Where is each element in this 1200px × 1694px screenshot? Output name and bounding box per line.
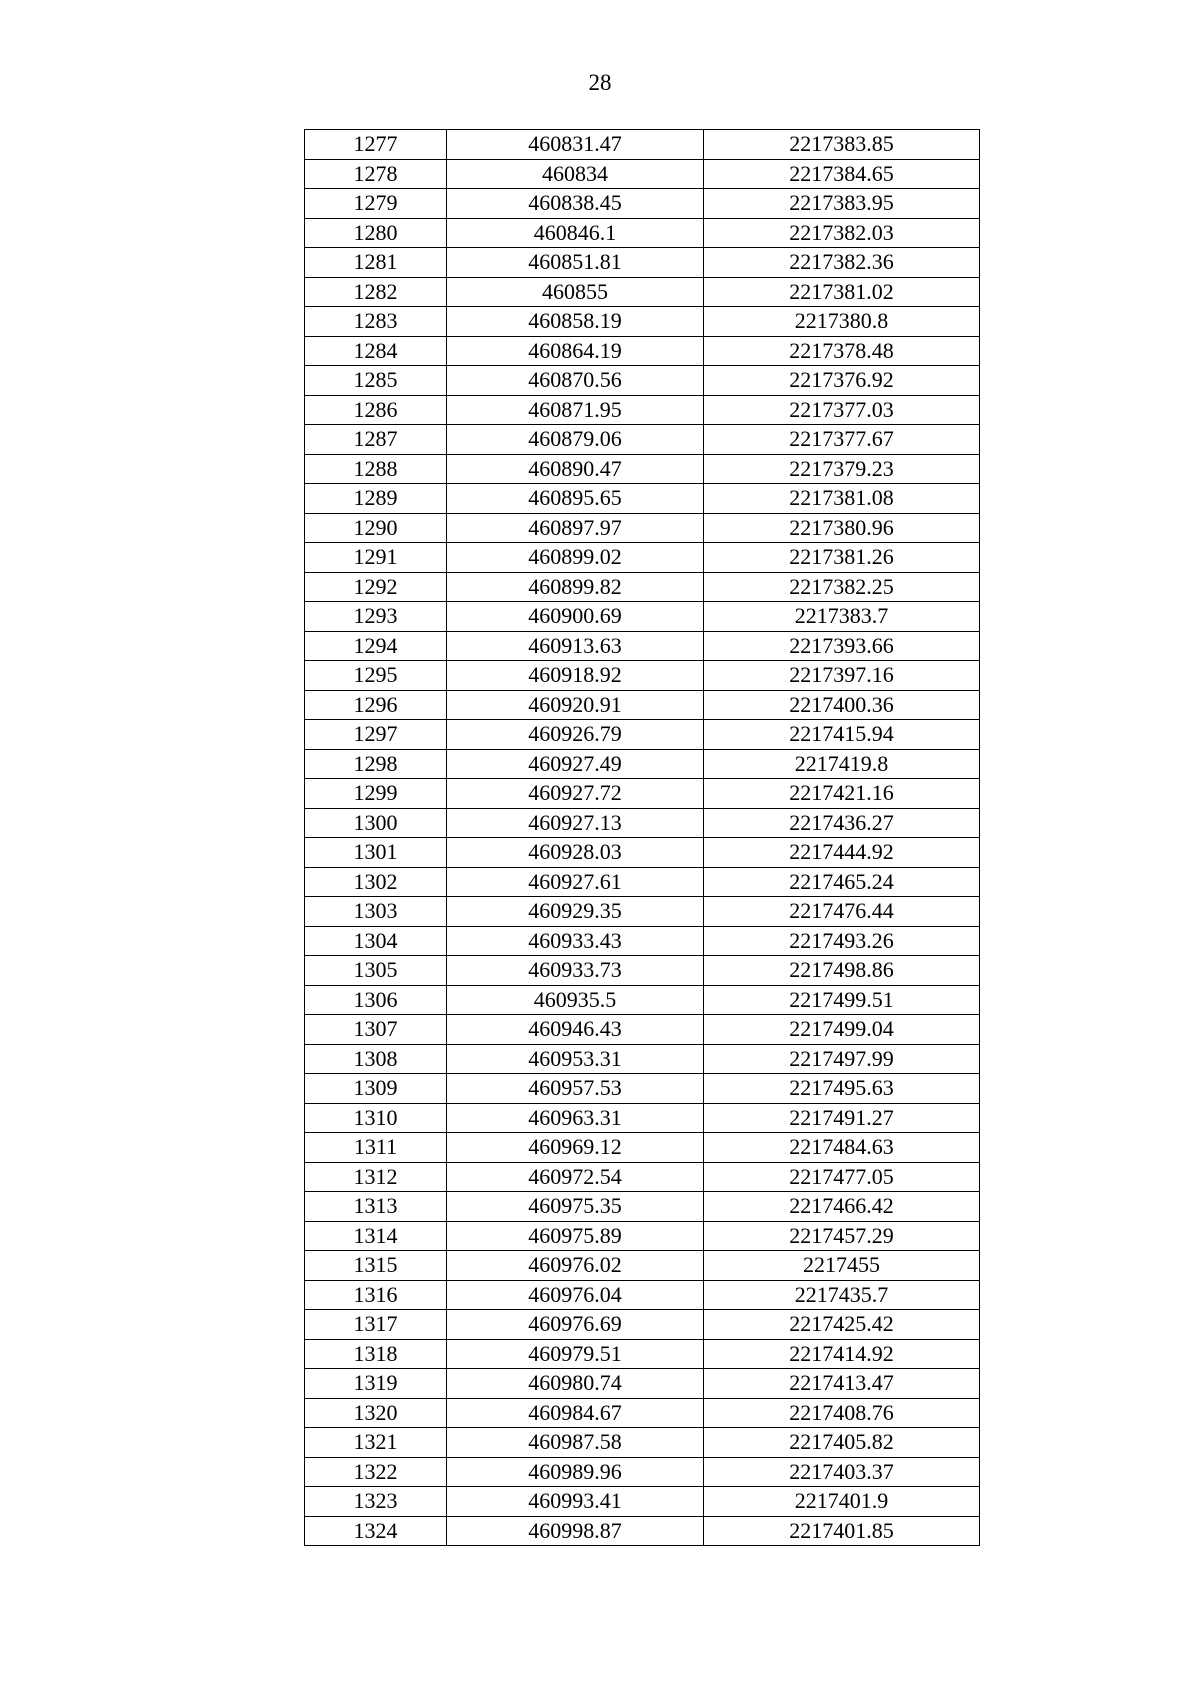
point-number-cell: 1320: [305, 1398, 447, 1428]
point-number-cell: 1280: [305, 218, 447, 248]
x-coordinate-cell: 460979.51: [447, 1339, 704, 1369]
x-coordinate-cell: 460890.47: [447, 454, 704, 484]
y-coordinate-cell: 2217491.27: [704, 1103, 980, 1133]
point-number-cell: 1298: [305, 749, 447, 779]
y-coordinate-cell: 2217378.48: [704, 336, 980, 366]
x-coordinate-cell: 460927.49: [447, 749, 704, 779]
table-row: [305, 1339, 980, 1369]
x-coordinate-cell: 460963.31: [447, 1103, 704, 1133]
point-number-cell: 1299: [305, 779, 447, 809]
x-coordinate-cell: 460980.74: [447, 1369, 704, 1399]
x-coordinate-cell: 460975.89: [447, 1221, 704, 1251]
y-coordinate-cell: 2217380.96: [704, 513, 980, 543]
table-row: [305, 1251, 980, 1281]
x-coordinate-cell: 460913.63: [447, 631, 704, 661]
x-coordinate-cell: 460920.91: [447, 690, 704, 720]
table-row: [305, 454, 980, 484]
y-coordinate-cell: 2217498.86: [704, 956, 980, 986]
x-coordinate-cell: 460927.13: [447, 808, 704, 838]
x-coordinate-cell: 460998.87: [447, 1516, 704, 1546]
point-number-cell: 1309: [305, 1074, 447, 1104]
table-row: [305, 189, 980, 219]
x-coordinate-cell: 460851.81: [447, 248, 704, 278]
point-number-cell: 1277: [305, 130, 447, 160]
x-coordinate-cell: 460933.73: [447, 956, 704, 986]
x-coordinate-cell: 460929.35: [447, 897, 704, 927]
y-coordinate-cell: 2217401.9: [704, 1487, 980, 1517]
x-coordinate-cell: 460935.5: [447, 985, 704, 1015]
table-row: [305, 425, 980, 455]
table-row: [305, 1310, 980, 1340]
point-number-cell: 1324: [305, 1516, 447, 1546]
point-number-cell: 1321: [305, 1428, 447, 1458]
table-row: [305, 248, 980, 278]
table-row: [305, 336, 980, 366]
y-coordinate-cell: 2217465.24: [704, 867, 980, 897]
y-coordinate-cell: 2217415.94: [704, 720, 980, 750]
table-row: [305, 985, 980, 1015]
table-row: [305, 1369, 980, 1399]
y-coordinate-cell: 2217381.26: [704, 543, 980, 573]
table-row: [305, 366, 980, 396]
point-number-cell: 1318: [305, 1339, 447, 1369]
x-coordinate-cell: 460933.43: [447, 926, 704, 956]
table-row: [305, 130, 980, 160]
table-row: [305, 631, 980, 661]
point-number-cell: 1293: [305, 602, 447, 632]
table-row: [305, 1457, 980, 1487]
table-row: [305, 956, 980, 986]
point-number-cell: 1311: [305, 1133, 447, 1163]
point-number-cell: 1315: [305, 1251, 447, 1281]
table-row: [305, 690, 980, 720]
y-coordinate-cell: 2217397.16: [704, 661, 980, 691]
y-coordinate-cell: 2217421.16: [704, 779, 980, 809]
x-coordinate-cell: 460993.41: [447, 1487, 704, 1517]
y-coordinate-cell: 2217493.26: [704, 926, 980, 956]
x-coordinate-cell: 460989.96: [447, 1457, 704, 1487]
table-row: [305, 1428, 980, 1458]
point-number-cell: 1316: [305, 1280, 447, 1310]
x-coordinate-cell: 460972.54: [447, 1162, 704, 1192]
y-coordinate-cell: 2217405.82: [704, 1428, 980, 1458]
point-number-cell: 1285: [305, 366, 447, 396]
table-row: [305, 1192, 980, 1222]
x-coordinate-cell: 460987.58: [447, 1428, 704, 1458]
point-number-cell: 1322: [305, 1457, 447, 1487]
x-coordinate-cell: 460976.04: [447, 1280, 704, 1310]
point-number-cell: 1305: [305, 956, 447, 986]
table-row: [305, 1516, 980, 1546]
point-number-cell: 1296: [305, 690, 447, 720]
y-coordinate-cell: 2217377.03: [704, 395, 980, 425]
y-coordinate-cell: 2217413.47: [704, 1369, 980, 1399]
point-number-cell: 1283: [305, 307, 447, 337]
y-coordinate-cell: 2217380.8: [704, 307, 980, 337]
x-coordinate-cell: 460946.43: [447, 1015, 704, 1045]
y-coordinate-cell: 2217379.23: [704, 454, 980, 484]
table-row: [305, 867, 980, 897]
x-coordinate-cell: 460976.69: [447, 1310, 704, 1340]
table-row: [305, 307, 980, 337]
x-coordinate-cell: 460895.65: [447, 484, 704, 514]
y-coordinate-cell: 2217381.02: [704, 277, 980, 307]
table-row: [305, 720, 980, 750]
point-number-cell: 1308: [305, 1044, 447, 1074]
y-coordinate-cell: 2217383.95: [704, 189, 980, 219]
point-number-cell: 1295: [305, 661, 447, 691]
x-coordinate-cell: 460927.72: [447, 779, 704, 809]
y-coordinate-cell: 2217499.04: [704, 1015, 980, 1045]
x-coordinate-cell: 460871.95: [447, 395, 704, 425]
coordinate-table: [304, 129, 980, 1546]
table-row: [305, 1015, 980, 1045]
point-number-cell: 1288: [305, 454, 447, 484]
point-number-cell: 1290: [305, 513, 447, 543]
x-coordinate-cell: 460855: [447, 277, 704, 307]
x-coordinate-cell: 460879.06: [447, 425, 704, 455]
point-number-cell: 1292: [305, 572, 447, 602]
y-coordinate-cell: 2217414.92: [704, 1339, 980, 1369]
point-number-cell: 1310: [305, 1103, 447, 1133]
table-row: [305, 838, 980, 868]
point-number-cell: 1281: [305, 248, 447, 278]
table-row: [305, 1074, 980, 1104]
y-coordinate-cell: 2217382.36: [704, 248, 980, 278]
point-number-cell: 1291: [305, 543, 447, 573]
x-coordinate-cell: 460928.03: [447, 838, 704, 868]
y-coordinate-cell: 2217383.7: [704, 602, 980, 632]
y-coordinate-cell: 2217455: [704, 1251, 980, 1281]
table-row: [305, 897, 980, 927]
x-coordinate-cell: 460899.82: [447, 572, 704, 602]
y-coordinate-cell: 2217403.37: [704, 1457, 980, 1487]
y-coordinate-cell: 2217425.42: [704, 1310, 980, 1340]
x-coordinate-cell: 460926.79: [447, 720, 704, 750]
table-row: [305, 1044, 980, 1074]
page-number: 28: [588, 70, 612, 95]
x-coordinate-cell: 460975.35: [447, 1192, 704, 1222]
point-number-cell: 1314: [305, 1221, 447, 1251]
y-coordinate-cell: 2217400.36: [704, 690, 980, 720]
y-coordinate-cell: 2217381.08: [704, 484, 980, 514]
x-coordinate-cell: 460834: [447, 159, 704, 189]
point-number-cell: 1289: [305, 484, 447, 514]
table-row: [305, 1133, 980, 1163]
table-row: [305, 808, 980, 838]
y-coordinate-cell: 2217476.44: [704, 897, 980, 927]
y-coordinate-cell: 2217383.85: [704, 130, 980, 160]
table-row: [305, 779, 980, 809]
y-coordinate-cell: 2217377.67: [704, 425, 980, 455]
y-coordinate-cell: 2217382.03: [704, 218, 980, 248]
table-row: [305, 1487, 980, 1517]
y-coordinate-cell: 2217466.42: [704, 1192, 980, 1222]
point-number-cell: 1284: [305, 336, 447, 366]
point-number-cell: 1323: [305, 1487, 447, 1517]
table-row: [305, 1221, 980, 1251]
point-number-cell: 1317: [305, 1310, 447, 1340]
table-row: [305, 218, 980, 248]
table-row: [305, 513, 980, 543]
point-number-cell: 1306: [305, 985, 447, 1015]
table-row: [305, 661, 980, 691]
table-row: [305, 484, 980, 514]
point-number-cell: 1319: [305, 1369, 447, 1399]
y-coordinate-cell: 2217495.63: [704, 1074, 980, 1104]
y-coordinate-cell: 2217419.8: [704, 749, 980, 779]
table-row: [305, 1398, 980, 1428]
point-number-cell: 1279: [305, 189, 447, 219]
x-coordinate-cell: 460864.19: [447, 336, 704, 366]
y-coordinate-cell: 2217499.51: [704, 985, 980, 1015]
point-number-cell: 1286: [305, 395, 447, 425]
coordinate-table-body: [305, 130, 980, 1546]
y-coordinate-cell: 2217497.99: [704, 1044, 980, 1074]
point-number-cell: 1303: [305, 897, 447, 927]
table-row: [305, 602, 980, 632]
point-number-cell: 1312: [305, 1162, 447, 1192]
x-coordinate-cell: 460984.67: [447, 1398, 704, 1428]
point-number-cell: 1302: [305, 867, 447, 897]
y-coordinate-cell: 2217435.7: [704, 1280, 980, 1310]
x-coordinate-cell: 460900.69: [447, 602, 704, 632]
table-row: [305, 159, 980, 189]
y-coordinate-cell: 2217393.66: [704, 631, 980, 661]
x-coordinate-cell: 460846.1: [447, 218, 704, 248]
x-coordinate-cell: 460858.19: [447, 307, 704, 337]
table-row: [305, 395, 980, 425]
x-coordinate-cell: 460831.47: [447, 130, 704, 160]
x-coordinate-cell: 460870.56: [447, 366, 704, 396]
x-coordinate-cell: 460899.02: [447, 543, 704, 573]
y-coordinate-cell: 2217436.27: [704, 808, 980, 838]
point-number-cell: 1282: [305, 277, 447, 307]
point-number-cell: 1278: [305, 159, 447, 189]
x-coordinate-cell: 460927.61: [447, 867, 704, 897]
point-number-cell: 1297: [305, 720, 447, 750]
x-coordinate-cell: 460969.12: [447, 1133, 704, 1163]
table-row: [305, 572, 980, 602]
table-row: [305, 543, 980, 573]
point-number-cell: 1307: [305, 1015, 447, 1045]
y-coordinate-cell: 2217457.29: [704, 1221, 980, 1251]
x-coordinate-cell: 460897.97: [447, 513, 704, 543]
y-coordinate-cell: 2217384.65: [704, 159, 980, 189]
point-number-cell: 1304: [305, 926, 447, 956]
y-coordinate-cell: 2217401.85: [704, 1516, 980, 1546]
y-coordinate-cell: 2217477.05: [704, 1162, 980, 1192]
x-coordinate-cell: 460957.53: [447, 1074, 704, 1104]
table-row: [305, 1103, 980, 1133]
y-coordinate-cell: 2217382.25: [704, 572, 980, 602]
table-row: [305, 1162, 980, 1192]
x-coordinate-cell: 460953.31: [447, 1044, 704, 1074]
point-number-cell: 1313: [305, 1192, 447, 1222]
y-coordinate-cell: 2217408.76: [704, 1398, 980, 1428]
table-row: [305, 926, 980, 956]
x-coordinate-cell: 460918.92: [447, 661, 704, 691]
y-coordinate-cell: 2217444.92: [704, 838, 980, 868]
y-coordinate-cell: 2217484.63: [704, 1133, 980, 1163]
point-number-cell: 1301: [305, 838, 447, 868]
table-row: [305, 1280, 980, 1310]
x-coordinate-cell: 460838.45: [447, 189, 704, 219]
table-row: [305, 277, 980, 307]
y-coordinate-cell: 2217376.92: [704, 366, 980, 396]
point-number-cell: 1300: [305, 808, 447, 838]
point-number-cell: 1294: [305, 631, 447, 661]
x-coordinate-cell: 460976.02: [447, 1251, 704, 1281]
table-row: [305, 749, 980, 779]
point-number-cell: 1287: [305, 425, 447, 455]
